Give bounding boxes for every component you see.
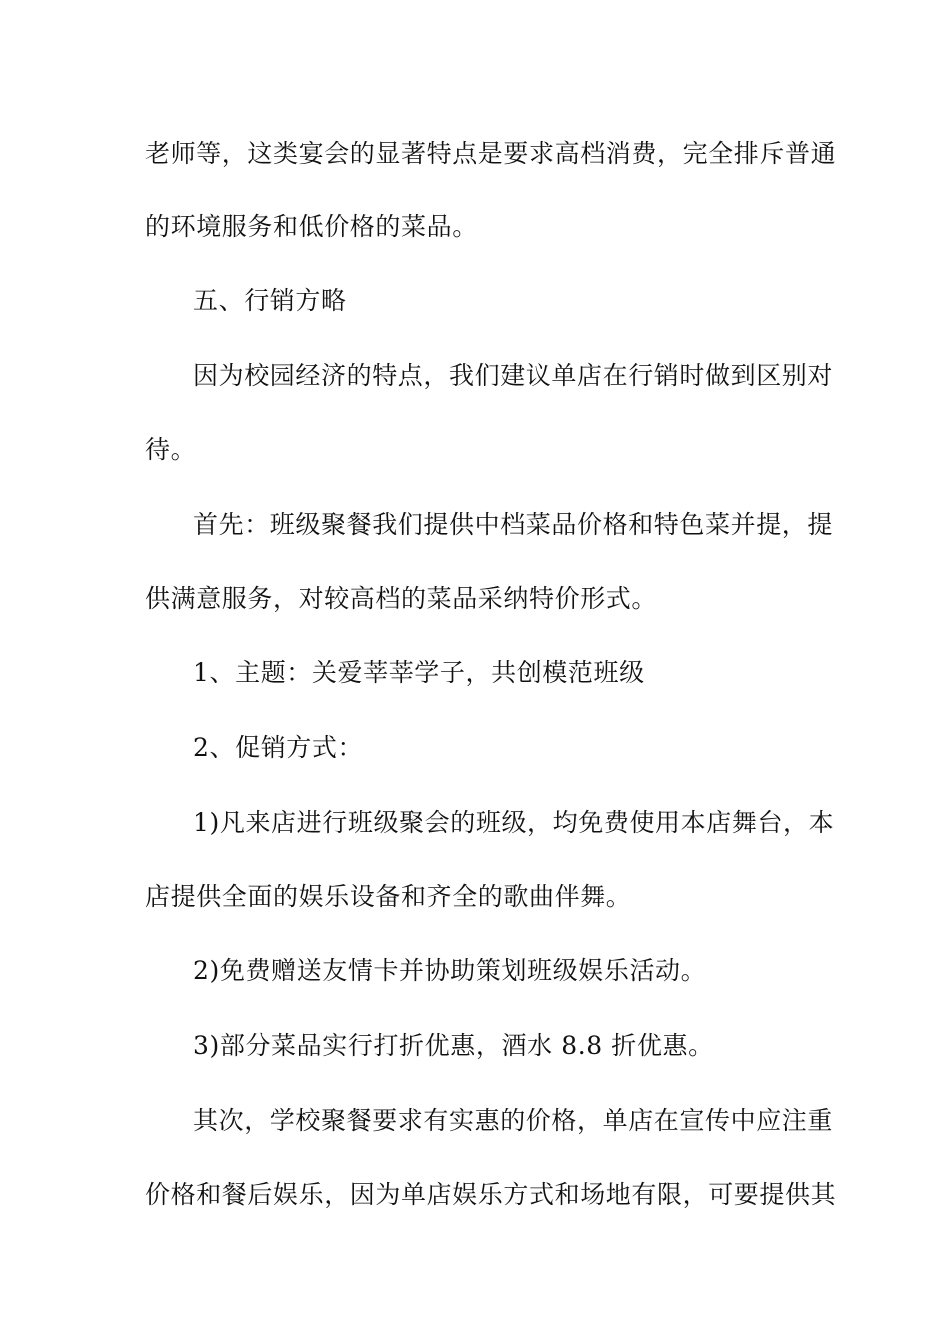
paragraph-line: 老师等，这类宴会的显著特点是要求高档消费，完全排斥普通 [145, 139, 837, 168]
list-item: 1、主题：关爱莘莘学子，共创模范班级 [193, 658, 645, 687]
list-item: 1)凡来店进行班级聚会的班级，均免费使用本店舞台，本 [193, 808, 835, 837]
paragraph-line: 店提供全面的娱乐设备和齐全的歌曲伴舞。 [145, 882, 632, 911]
paragraph-line: 因为校园经济的特点，我们建议单店在行销时做到区别对 [193, 361, 834, 390]
list-item: 3)部分菜品实行打折优惠，酒水 8.8 折优惠。 [193, 1031, 714, 1060]
list-item: 2)免费赠送友情卡并协助策划班级娱乐活动。 [193, 956, 707, 985]
paragraph-line: 的环境服务和低价格的菜品。 [145, 212, 478, 241]
paragraph-line: 首先：班级聚餐我们提供中档菜品价格和特色菜并提，提 [193, 510, 834, 539]
paragraph-line: 供满意服务，对较高档的菜品采纳特价形式。 [145, 584, 658, 613]
paragraph-line: 其次，学校聚餐要求有实惠的价格，单店在宣传中应注重 [193, 1106, 834, 1135]
paragraph-line: 价格和餐后娱乐，因为单店娱乐方式和场地有限，可要提供其 [145, 1180, 837, 1209]
paragraph-line: 待。 [145, 435, 197, 464]
list-item: 2、促销方式： [193, 733, 364, 762]
section-heading: 五、行销方略 [193, 286, 347, 315]
